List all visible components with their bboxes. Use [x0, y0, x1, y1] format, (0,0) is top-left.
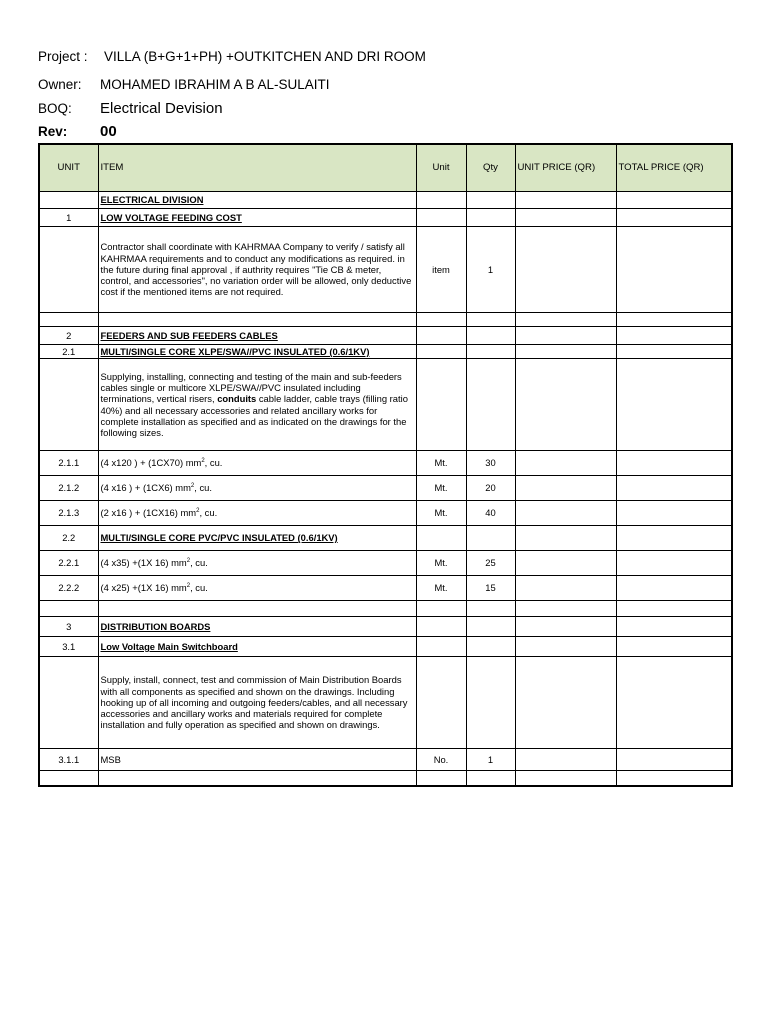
row-item [98, 451, 416, 476]
table-row [39, 771, 732, 786]
row-total-price [616, 501, 732, 526]
row-unit-price [515, 771, 616, 786]
table-row [39, 526, 732, 551]
row-total-price [616, 476, 732, 501]
row-qty: 25 [466, 551, 515, 576]
table-row [39, 476, 732, 501]
row-number: 1 [39, 209, 98, 227]
owner-value: MOHAMED IBRAHIM A B AL-SULAITI [100, 77, 330, 92]
row-unit-price [515, 209, 616, 227]
row-number [39, 313, 98, 327]
row-total-price [616, 551, 732, 576]
row-number: 2.2.1 [39, 551, 98, 576]
row-item: MULTI/SINGLE CORE XLPE/SWA//PVC INSULATED (0.6/1KV) [98, 345, 416, 359]
row-number: 2.1.1 [39, 451, 98, 476]
rev-value: 00 [100, 123, 117, 140]
item-text: , cu. [204, 457, 223, 469]
row-unit-price [515, 526, 616, 551]
row-total-price [616, 526, 732, 551]
table-row [39, 501, 732, 526]
row-number [39, 359, 98, 451]
table-row [39, 345, 732, 359]
row-number: 3 [39, 617, 98, 637]
row-qty: 40 [466, 501, 515, 526]
col-header-unit: Unit [416, 144, 466, 192]
row-unit [416, 526, 466, 551]
row-total-price [616, 617, 732, 637]
row-unit [416, 637, 466, 657]
row-unit-price [515, 637, 616, 657]
item-text: Supplying, installing, connecting and testing of the main and sub-feeders cables single or multicore XLPE/SWA//PVC insulated including terminations, vertical risers, [100, 370, 402, 405]
row-qty [466, 601, 515, 617]
row-unit: item [416, 227, 466, 313]
row-total-price [616, 771, 732, 786]
row-total-price [616, 749, 732, 771]
row-qty: 30 [466, 451, 515, 476]
row-qty [466, 192, 515, 209]
table-row [39, 601, 732, 617]
row-qty: 20 [466, 476, 515, 501]
owner-line [38, 77, 330, 92]
row-unit-price [515, 749, 616, 771]
item-superscript: 2 [186, 583, 191, 590]
row-total-price [616, 637, 732, 657]
row-unit: Mt. [416, 576, 466, 601]
row-total-price [616, 601, 732, 617]
row-item [98, 359, 416, 451]
boq-line [38, 100, 223, 117]
row-item: LOW VOLTAGE FEEDING COST [98, 209, 416, 227]
table-row [39, 657, 732, 749]
project-label: Project : [38, 49, 88, 64]
table-row [39, 192, 732, 209]
row-total-price [616, 227, 732, 313]
item-superscript: 2 [196, 508, 200, 515]
row-item [98, 313, 416, 327]
col-header-item: ITEM [98, 144, 416, 192]
item-text: , cu. [194, 482, 212, 494]
row-item [98, 501, 416, 526]
boq-table-body [39, 144, 732, 786]
row-item [98, 601, 416, 617]
row-unit-price [515, 345, 616, 359]
item-superscript: 2 [190, 483, 195, 490]
row-unit-price [515, 601, 616, 617]
item-text: cable ladder, cable trays (filling ratio 40%) and all necessary accessories and related ancillary works for complete installation as specified and as indicated on the drawings for the following sizes. [100, 393, 408, 438]
row-unit-price [515, 327, 616, 345]
row-unit [416, 313, 466, 327]
row-item: MULTI/SINGLE CORE PVC/PVC INSULATED (0.6/1KV) [98, 526, 416, 551]
item-text: , cu. [190, 582, 208, 594]
table-row [39, 617, 732, 637]
row-number [39, 227, 98, 313]
row-qty [466, 209, 515, 227]
row-item: Low Voltage Main Switchboard [98, 637, 416, 657]
row-qty [466, 345, 515, 359]
row-qty: 15 [466, 576, 515, 601]
row-item [98, 476, 416, 501]
row-unit: No. [416, 749, 466, 771]
row-qty [466, 526, 515, 551]
table-row [39, 313, 732, 327]
table-row [39, 551, 732, 576]
col-header-qty: Qty [466, 144, 515, 192]
row-total-price [616, 657, 732, 749]
table-row [39, 327, 732, 345]
row-unit [416, 617, 466, 637]
table-header-row [39, 144, 732, 192]
item-superscript: 2 [201, 458, 205, 465]
row-number: 2.2 [39, 526, 98, 551]
row-unit-price [515, 192, 616, 209]
row-number: 2.1.3 [39, 501, 98, 526]
table-row [39, 359, 732, 451]
row-qty [466, 617, 515, 637]
row-unit: Mt. [416, 451, 466, 476]
item-text: , cu. [199, 507, 218, 519]
item-bold-text: conduits [217, 393, 257, 405]
row-total-price [616, 209, 732, 227]
row-number: 2.2.2 [39, 576, 98, 601]
row-item: DISTRIBUTION BOARDS [98, 617, 416, 637]
item-text: (4 x35) +(1X 16) mm [100, 557, 187, 569]
row-unit-price [515, 657, 616, 749]
row-item [98, 771, 416, 786]
row-unit [416, 327, 466, 345]
item-text: (4 x25) +(1X 16) mm [100, 582, 187, 594]
row-unit [416, 601, 466, 617]
row-qty [466, 657, 515, 749]
row-qty [466, 327, 515, 345]
row-unit: Mt. [416, 476, 466, 501]
boq-label: BOQ: [38, 101, 72, 116]
row-unit-price [515, 576, 616, 601]
row-unit-price [515, 551, 616, 576]
item-superscript: 2 [186, 558, 191, 565]
row-unit-price [515, 476, 616, 501]
row-qty [466, 771, 515, 786]
boq-value: Electrical Devision [100, 100, 223, 117]
row-total-price [616, 192, 732, 209]
row-unit [416, 345, 466, 359]
row-unit-price [515, 617, 616, 637]
row-number [39, 657, 98, 749]
item-text: , cu. [190, 557, 208, 569]
row-qty: 1 [466, 749, 515, 771]
row-qty [466, 359, 515, 451]
row-unit-price [515, 359, 616, 451]
row-unit [416, 657, 466, 749]
rev-line [38, 123, 117, 140]
row-unit [416, 771, 466, 786]
row-item: FEEDERS AND SUB FEEDERS CABLES [98, 327, 416, 345]
row-item [98, 551, 416, 576]
project-line [38, 49, 426, 64]
row-number [39, 601, 98, 617]
row-qty: 1 [466, 227, 515, 313]
row-number: 2.1.2 [39, 476, 98, 501]
row-number: 3.1 [39, 637, 98, 657]
row-total-price [616, 359, 732, 451]
row-total-price [616, 345, 732, 359]
row-item [98, 576, 416, 601]
boq-table [38, 143, 733, 787]
row-unit [416, 192, 466, 209]
row-qty [466, 637, 515, 657]
row-total-price [616, 576, 732, 601]
col-header-unit-no: UNIT [39, 144, 98, 192]
owner-label: Owner: [38, 77, 82, 92]
row-item: Contractor shall coordinate with KAHRMAA Company to verify / satisfy all KAHRMAA requirements and to conduct any modifications as required. in the future during final approval , if authrity requires "Tie CB & meter, control, and accessories", no variation order will be allowed, only deductive cost if the mentioned items are not required. [98, 227, 416, 313]
item-text: (4 x120 ) + (1CX70) mm [100, 457, 202, 469]
row-item: ELECTRICAL DIVISION [98, 192, 416, 209]
table-row [39, 576, 732, 601]
col-header-total-price: TOTAL PRICE (QR) [616, 144, 732, 192]
row-total-price [616, 327, 732, 345]
item-text: (2 x16 ) + (1CX16) mm [100, 507, 197, 519]
table-row [39, 749, 732, 771]
row-unit: Mt. [416, 501, 466, 526]
row-number: 2.1 [39, 345, 98, 359]
row-total-price [616, 313, 732, 327]
row-qty [466, 313, 515, 327]
row-number [39, 192, 98, 209]
row-unit-price [515, 451, 616, 476]
item-text: (4 x16 ) + (1CX6) mm [100, 482, 191, 494]
row-number: 3.1.1 [39, 749, 98, 771]
row-unit [416, 359, 466, 451]
rev-label: Rev: [38, 124, 68, 139]
row-unit-price [515, 313, 616, 327]
row-item: MSB [98, 749, 416, 771]
row-unit [416, 209, 466, 227]
table-row [39, 451, 732, 476]
row-item: Supply, install, connect, test and commission of Main Distribution Boards with all components as specified and shown on the drawings. Including hooking up of all incoming and outgoing feeders/cables, and all necessary accessories and ancillary works and materials required for complete installation and fully operation as specified and shown on drawings. [98, 657, 416, 749]
table-row [39, 637, 732, 657]
table-row [39, 227, 732, 313]
project-value: VILLA (B+G+1+PH) +OUTKITCHEN AND DRI ROOM [104, 49, 426, 64]
row-unit-price [515, 227, 616, 313]
row-unit-price [515, 501, 616, 526]
table-row [39, 209, 732, 227]
row-unit: Mt. [416, 551, 466, 576]
row-number: 2 [39, 327, 98, 345]
col-header-unit-price: UNIT PRICE (QR) [515, 144, 616, 192]
row-number [39, 771, 98, 786]
row-total-price [616, 451, 732, 476]
